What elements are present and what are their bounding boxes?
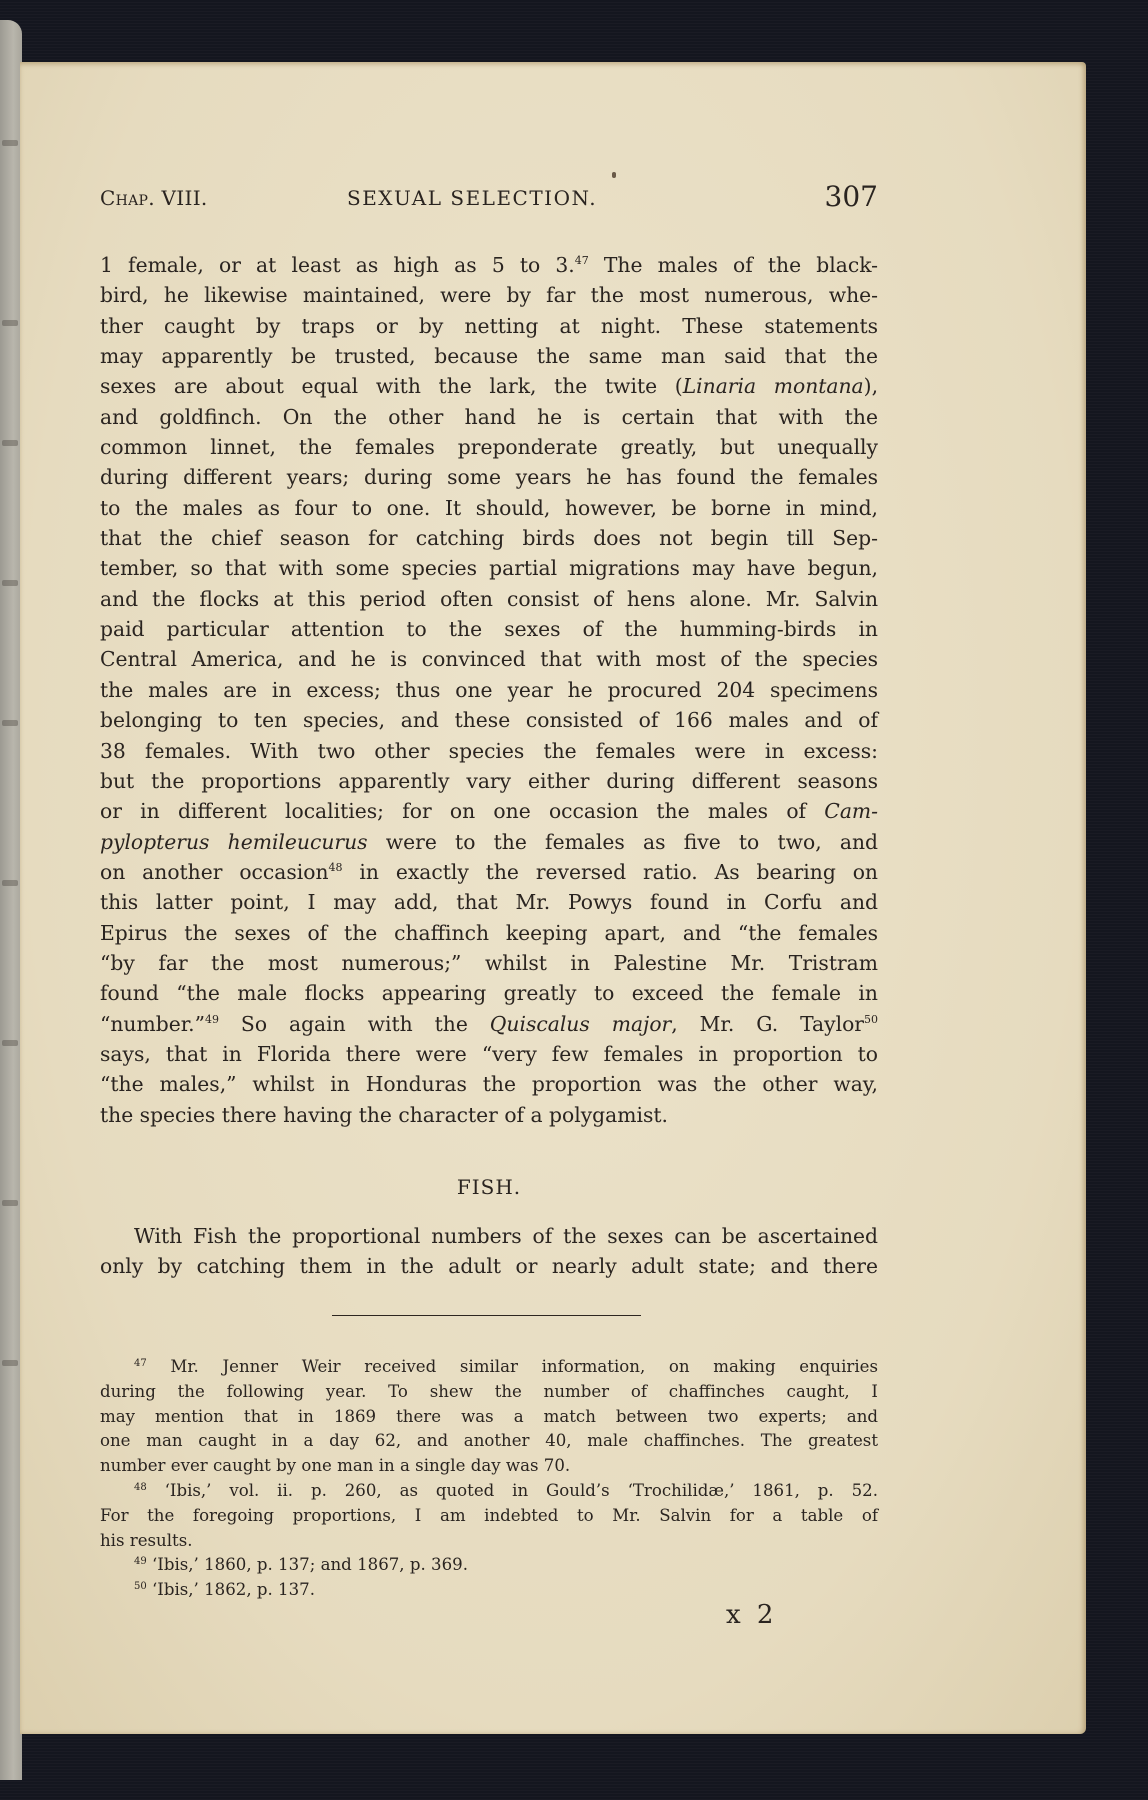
text-run: The males of the black- xyxy=(588,253,878,277)
text-run: “number.” xyxy=(100,1011,205,1036)
footnote-line xyxy=(100,1380,878,1405)
running-header xyxy=(100,180,878,214)
section-paragraph xyxy=(100,1222,878,1283)
ghost-text xyxy=(2,320,18,326)
body-line xyxy=(100,371,878,401)
signature-mark: x 2 xyxy=(726,1600,778,1630)
footnote-line xyxy=(100,1553,878,1578)
text-run: ), xyxy=(863,374,879,399)
text-run: and goldfinch. On the other hand he is certain that with the xyxy=(100,404,878,429)
body-line xyxy=(100,250,878,280)
text-run: were to the females as five to two, and xyxy=(367,829,878,854)
italic-term: pylopterus hemileucurus xyxy=(100,829,368,854)
footnote-ref: 48 xyxy=(328,860,343,874)
ghost-text xyxy=(2,1200,18,1206)
body-line xyxy=(100,553,878,583)
text-run: found “the male flocks appearing greatly to exceed the female in xyxy=(100,981,878,1006)
text-run: his results. xyxy=(100,1530,193,1550)
body-line xyxy=(100,402,878,432)
body-line xyxy=(100,675,878,705)
text-run: sexes are about equal with the lark, the twite ( xyxy=(100,374,683,399)
ghost-text xyxy=(2,140,18,146)
text-run: Central America, and he is convinced that with most of the species xyxy=(100,647,878,672)
text-run: during different years; during some years he has found the females xyxy=(100,465,878,490)
body-line xyxy=(100,766,878,796)
text-run: So again with the xyxy=(219,1011,490,1036)
text-run: number ever caught by one man in a single day was 70. xyxy=(100,1456,571,1476)
section-line xyxy=(100,1252,878,1282)
section-line xyxy=(100,1222,878,1252)
footnote-rule xyxy=(332,1315,641,1316)
text-run: that the chief season for catching birds does not begin till Sep- xyxy=(100,526,878,551)
body-line xyxy=(100,493,878,523)
footnote-ref: 47 xyxy=(574,254,589,267)
page-number: 307 xyxy=(824,180,878,213)
ghost-text xyxy=(2,1360,18,1366)
text-run: during the following year. To shew the number of chaffinches caught, I xyxy=(100,1381,878,1401)
body-line xyxy=(100,1039,878,1069)
body-line xyxy=(100,614,878,644)
ghost-text xyxy=(2,720,18,726)
text-run: For the foregoing proportions, I am indebted to Mr. Salvin for a table of xyxy=(100,1505,878,1525)
body-line xyxy=(100,736,878,766)
text-run: the species there having the character of a polygamist. xyxy=(100,1102,668,1127)
footnote-line xyxy=(100,1429,878,1454)
ghost-text xyxy=(2,1040,18,1046)
italic-term: Quiscalus major xyxy=(489,1011,672,1036)
text-run: “by far the most numerous;” whilst in Palestine Mr. Tristram xyxy=(100,950,878,975)
body-line xyxy=(100,311,878,341)
body-line xyxy=(100,341,878,371)
text-run: on another occasion xyxy=(100,859,329,884)
previous-pages-edge xyxy=(0,20,22,1780)
text-run: , Mr. G. Taylor xyxy=(671,1011,864,1036)
text-run: or in different localities; for on one occasion the males of xyxy=(100,799,825,824)
text-run: ‘Ibis,’ 1860, p. 137; and 1867, p. 369. xyxy=(146,1555,468,1575)
text-run: 1 female, or at least as high as 5 to 3. xyxy=(100,253,575,277)
text-run: only by catching them in the adult or nearly adult state; and there xyxy=(100,1254,878,1279)
body-line xyxy=(100,1100,878,1130)
text-run: Epirus the sexes of the chaffinch keeping apart, and “the females xyxy=(100,920,878,945)
footnote-line xyxy=(100,1454,878,1479)
body-line xyxy=(100,584,878,614)
footnote-line xyxy=(100,1504,878,1529)
text-run: tember, so that with some species partial migrations may have begun, xyxy=(100,556,878,581)
footnotes xyxy=(100,1355,878,1603)
chapter-label: Chap. VIII. xyxy=(100,186,208,210)
text-run: ther caught by traps or by netting at night. These statements xyxy=(100,313,878,338)
body-line xyxy=(100,523,878,553)
text-run: but the proportions apparently vary either during different seasons xyxy=(100,768,878,793)
body-line xyxy=(100,978,878,1008)
text-run: Mr. Jenner Weir received similar information, on making enquiries xyxy=(146,1357,878,1376)
body-line xyxy=(100,1009,878,1039)
text-run: bird, he likewise maintained, were by far the most numerous, whe- xyxy=(100,283,878,308)
text-run: says, that in Florida there were “very few females in proportion to xyxy=(100,1041,878,1066)
text-run: one man caught in a day 62, and another 40, male chaffinches. The greatest xyxy=(100,1431,878,1451)
italic-term: Linaria montana xyxy=(682,374,864,399)
text-run: and the flocks at this period often consist of hens alone. Mr. Salvin xyxy=(100,586,878,611)
text-run: to the males as four to one. It should, however, be borne in mind, xyxy=(100,495,878,520)
text-run: the males are in excess; thus one year he procured 204 specimens xyxy=(100,677,878,702)
body-text xyxy=(100,250,878,1130)
body-line xyxy=(100,705,878,735)
text-run: ‘Ibis,’ vol. ii. p. 260, as quoted in Gould’s ‘Trochilidæ,’ 1861, p. 52. xyxy=(146,1480,878,1500)
text-run: belonging to ten species, and these consisted of 166 males and of xyxy=(100,708,878,733)
body-line xyxy=(100,948,878,978)
text-run: in exactly the reversed ratio. As bearing on xyxy=(342,859,878,884)
body-line xyxy=(100,887,878,917)
body-line xyxy=(100,462,878,492)
running-title: SEXUAL SELECTION. xyxy=(347,186,598,210)
text-run: ‘Ibis,’ 1862, p. 137. xyxy=(146,1580,316,1600)
body-line xyxy=(100,432,878,462)
ink-speck xyxy=(612,172,616,178)
text-run: “the males,” whilst in Honduras the proportion was the other way, xyxy=(100,1072,878,1097)
book-page xyxy=(20,62,1086,1734)
body-line xyxy=(100,1069,878,1099)
footnote-ref: 50 xyxy=(864,1012,878,1026)
text-run: paid particular attention to the sexes of the humming-birds in xyxy=(100,617,878,642)
body-line xyxy=(100,280,878,310)
ghost-text xyxy=(2,880,18,886)
footnote-ref: 50 xyxy=(134,1581,147,1593)
section-heading: FISH. xyxy=(456,1175,522,1199)
ghost-text xyxy=(2,440,18,446)
italic-term: Cam- xyxy=(824,799,878,824)
text-run: may mention that in 1869 there was a match between two experts; and xyxy=(100,1406,878,1426)
text-run: this latter point, I may add, that Mr. Powys found in Corfu and xyxy=(100,890,878,915)
footnote-ref: 49 xyxy=(205,1012,219,1026)
text-run: may apparently be trusted, because the same man said that the xyxy=(100,344,878,369)
footnote-line xyxy=(100,1405,878,1430)
body-line xyxy=(100,918,878,948)
footnote-line xyxy=(100,1479,878,1504)
ghost-text xyxy=(2,580,18,586)
body-line xyxy=(100,857,878,887)
footnote-ref: 47 xyxy=(134,1358,147,1369)
footnote-line xyxy=(100,1529,878,1554)
footnote-ref: 49 xyxy=(134,1556,147,1568)
body-line xyxy=(100,796,878,826)
footnote-ref: 48 xyxy=(134,1481,147,1493)
body-line xyxy=(100,827,878,857)
text-run: common linnet, the females preponderate greatly, but unequally xyxy=(100,435,878,460)
footnote-line xyxy=(100,1355,878,1380)
text-run: 38 females. With two other species the females were in excess: xyxy=(100,738,878,763)
body-line xyxy=(100,644,878,674)
text-run: With Fish the proportional numbers of the sexes can be ascertained xyxy=(134,1224,878,1248)
